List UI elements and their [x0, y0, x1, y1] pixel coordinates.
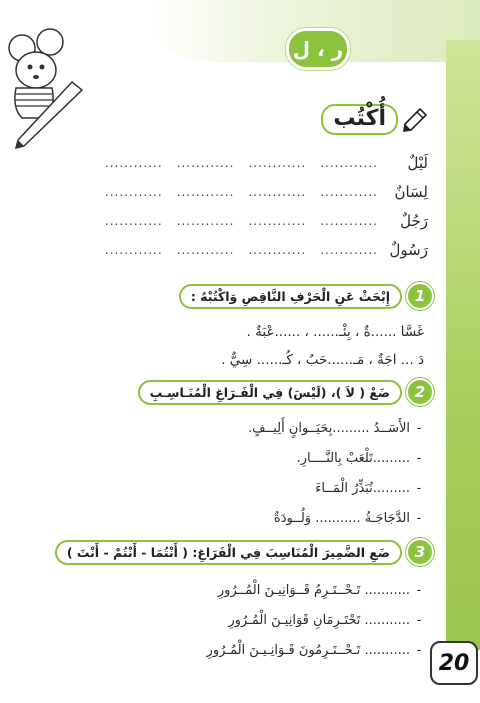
- write-blank[interactable]: ............: [176, 213, 235, 228]
- pronoun-blank-list: [68, 575, 428, 665]
- write-row: [98, 177, 428, 206]
- write-blank[interactable]: ............: [176, 242, 235, 257]
- list-item[interactable]: - ........... تَـحْــتَـرِمُ قَــوَانِيـنَ الْمُــرُورِ: [217, 582, 422, 598]
- list-item[interactable]: - .........تُبَذِّرُ الْمَــاءَ: [315, 480, 422, 496]
- write-heading: [321, 104, 428, 135]
- write-blank[interactable]: ............: [104, 155, 163, 170]
- missing-letter-exercise: [84, 318, 424, 374]
- write-row: [98, 148, 428, 177]
- write-word: رَسُولٌ: [389, 240, 428, 259]
- section-title: ضَعْ ( لاَ )، (لَيْسَ) فِي الْفَـرَاغِ الْمُنَـاسِـبِ: [138, 380, 402, 405]
- write-blank[interactable]: ............: [248, 242, 307, 257]
- write-word: رَجُلٌ: [400, 211, 428, 230]
- fill-blank-list: [68, 413, 428, 533]
- page-number: 20: [430, 641, 478, 685]
- write-exercise: [98, 148, 428, 264]
- write-blank[interactable]: ............: [104, 213, 163, 228]
- list-item[interactable]: - الأَسَــدُ .........بِحَيَــوانٍ أَلِيــفٍ.: [248, 420, 422, 436]
- write-row: [98, 235, 428, 264]
- list-item[interactable]: - ........... تَحْتَـرِمَانِ قَوَانِيـنَ الْمُـرُورِ: [228, 612, 422, 628]
- write-blank[interactable]: ............: [248, 213, 307, 228]
- section-1-heading: [179, 282, 434, 310]
- section-number-badge: 1: [406, 282, 434, 310]
- write-blank[interactable]: ............: [248, 184, 307, 199]
- section-number-badge: 2: [406, 378, 434, 406]
- write-word: لِسَانٌ: [394, 182, 428, 201]
- section-title: إِبْحَثْ عَنِ الْحَرْفِ النَّاقِصِ وَاكْتُبْهُ :: [179, 284, 402, 309]
- lesson-letters-badge: ر ، ل: [286, 28, 350, 70]
- write-blank[interactable]: ............: [104, 184, 163, 199]
- write-blank[interactable]: ............: [104, 242, 163, 257]
- mouse-writing-mascot-icon: [2, 20, 92, 150]
- write-blank[interactable]: ............: [320, 242, 378, 257]
- write-row: [98, 206, 428, 235]
- write-blank[interactable]: ............: [320, 213, 378, 228]
- write-blank[interactable]: ............: [320, 155, 378, 170]
- section-number-badge: 3: [406, 538, 434, 566]
- write-word: لَيْلٌ: [407, 153, 428, 172]
- exercise-line[interactable]: غَسَّا ......ةٌ ، بِئْـ...... ، ......عْبَةٌ .: [246, 324, 424, 340]
- section-2-heading: [138, 378, 434, 406]
- write-blank[interactable]: ............: [320, 184, 378, 199]
- list-item[interactable]: - ........... تَـحْــتَـرِمُونَ قَـوَانِـيـنَ الْمُـرُورِ: [206, 642, 422, 658]
- section-title: ضَعِ الضَّمِيرَ الْمُنَاسِبَ فِي الْفَرَاغِ: ( أَنْتُمَا - أَنْتُمْ - أَنْتَ ): [55, 540, 402, 565]
- green-side-bar: [446, 40, 480, 650]
- write-blank[interactable]: ............: [176, 184, 235, 199]
- list-item[interactable]: - الدَّجَاجَـةُ ........... وَلُــودَةٌ: [273, 510, 422, 526]
- pencil-icon: [402, 107, 428, 133]
- exercise-line[interactable]: دَ ... اجَةٌ ، مَـ......حَبٌ ، كُـ...... سِيٌّ .: [221, 352, 424, 368]
- write-heading-label: أُكْتُب: [321, 104, 398, 135]
- write-blank[interactable]: ............: [176, 155, 235, 170]
- section-3-heading: [55, 538, 434, 566]
- write-blank[interactable]: ............: [248, 155, 307, 170]
- list-item[interactable]: - .........تَلْعَبْ بِالنَّــــارِ.: [296, 450, 422, 466]
